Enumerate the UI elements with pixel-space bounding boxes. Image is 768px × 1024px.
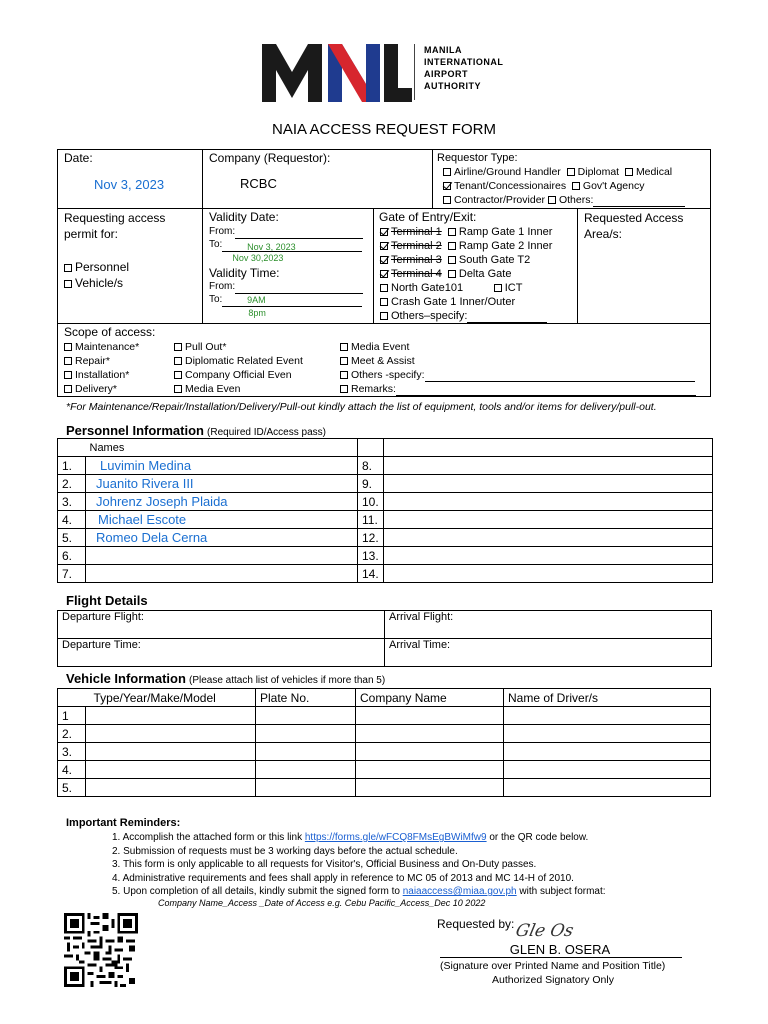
checkbox-airline[interactable]	[443, 168, 451, 176]
plate-1[interactable]	[256, 707, 356, 725]
requested-by-label: Requested by:	[437, 917, 515, 931]
checkbox-govt-agency[interactable]	[572, 182, 580, 190]
checkbox-tenant[interactable]	[443, 182, 451, 190]
signature-scribble: Gle Os	[513, 921, 576, 941]
requested-area-label: Requested Access Area/s:	[584, 211, 684, 241]
arrival-flight-field[interactable]: Arrival Flight:	[385, 611, 712, 639]
personnel-name-11[interactable]	[384, 511, 713, 529]
table-row: 2. Juanito Rivera III 9.	[58, 475, 713, 493]
scope-col-2: Pull Out* Diplomatic Related Event Company Official Even Media Even	[174, 340, 303, 396]
table-row: 7. 14.	[58, 565, 713, 583]
checkbox-media-event[interactable]	[340, 343, 348, 351]
permit-options: Personnel Vehicle/s	[64, 259, 129, 291]
personnel-name-2[interactable]: Juanito Rivera III	[86, 475, 358, 493]
validity-date-label: Validity Date:	[209, 210, 279, 224]
checkbox-installation[interactable]	[64, 371, 72, 379]
authorized-label: Authorized Signatory Only	[492, 974, 614, 986]
scope-col-1: Maintenance* Repair* Installation* Delivery*	[64, 340, 139, 396]
qr-code-icon[interactable]	[64, 913, 138, 987]
reminders-title: Important Reminders:	[66, 817, 181, 829]
vehicle-type-2[interactable]	[86, 725, 256, 743]
email-link[interactable]: naiaaccess@miaa.gov.ph	[402, 886, 517, 897]
departure-time-field[interactable]: Departure Time:	[58, 639, 385, 667]
table-row: 1. Luvimin Medina 8.	[58, 457, 713, 475]
time-from-row: From: 9AM	[209, 280, 363, 294]
checkbox-terminal-4[interactable]	[380, 270, 388, 278]
checkbox-vehicles[interactable]	[64, 280, 72, 288]
personnel-name-13[interactable]	[384, 547, 713, 565]
gate-options: Terminal 1 Ramp Gate 1 Inner Terminal 2 Ramp Gate 2 Inner Terminal 3 South Gate T2 Terminal 4 Delta Gate North Gate101 ICT Crash Gate 1 Inner/Outer Others–specify:	[380, 225, 552, 323]
checkbox-media-even[interactable]	[174, 385, 182, 393]
checkbox-crash-gate[interactable]	[380, 298, 388, 306]
table-row: 2.	[58, 725, 711, 743]
permit-label: Requesting access permit for:	[64, 211, 166, 241]
signature-caption: (Signature over Printed Name and Position Title)	[440, 960, 666, 972]
vehicle-type-5[interactable]	[86, 779, 256, 797]
vehicle-table: Type/Year/Make/Model Plate No. Company Name Name of Driver/s 1 2. 3. 4. 5.	[57, 688, 711, 797]
form-link[interactable]: https://forms.gle/wFCQ8FMsEgBWiMfw9	[304, 832, 487, 843]
miaa-logo	[262, 42, 412, 102]
checkbox-gate-others[interactable]	[380, 312, 388, 320]
gate-label: Gate of Entry/Exit:	[379, 210, 477, 224]
signatory-name: GLEN B. OSERA	[509, 942, 611, 957]
plate-2[interactable]	[256, 725, 356, 743]
personnel-name-7[interactable]	[86, 565, 358, 583]
checkbox-ramp-gate-1[interactable]	[448, 228, 456, 236]
checkbox-personnel[interactable]	[64, 264, 72, 272]
personnel-name-1[interactable]: Luvimin Medina	[86, 457, 358, 475]
from-time-value[interactable]: 9AM	[247, 295, 266, 305]
flight-title: Flight Details	[66, 593, 148, 608]
checkbox-repair[interactable]	[64, 357, 72, 365]
checkbox-scope-others[interactable]	[340, 371, 348, 379]
flight-table	[57, 610, 712, 667]
reminders-list: 1. Accomplish the attached form or this link https://forms.gle/wFCQ8FMsEgBWiMfw9 or the QR code below. 2. Submission of requests must be 3 working days before the actual schedule. 3. This form is only applicable to all requests for Visitor's, Official Business and On-Duty passes. 4. Administrative requirements and fees shall apply in reference to MC 05 of 2013 and MC 14-H of 2010. 5. Upon completion of all details, kindly submit the signed form to naiaaccess@miaa.gov.ph with subject format:	[112, 832, 606, 897]
form-title: NAIA ACCESS REQUEST FORM	[272, 121, 496, 138]
vehicle-type-3[interactable]	[86, 743, 256, 761]
table-row: 3.	[58, 743, 711, 761]
personnel-name-12[interactable]	[384, 529, 713, 547]
scope-label: Scope of access:	[64, 325, 156, 339]
personnel-name-8[interactable]	[384, 457, 713, 475]
checkbox-delta-gate[interactable]	[448, 270, 456, 278]
checkbox-others[interactable]	[548, 196, 556, 204]
personnel-name-5[interactable]: Romeo Dela Cerna	[86, 529, 358, 547]
subject-format: Company Name_Access _Date of Access e.g. Cebu Pacific_Access_Dec 10 2022	[158, 898, 486, 908]
personnel-name-14[interactable]	[384, 565, 713, 583]
company-value[interactable]: RCBC	[240, 176, 277, 191]
vehicle-type-4[interactable]	[86, 761, 256, 779]
table-row: 4.	[58, 761, 711, 779]
date-value[interactable]: Nov 3, 2023	[94, 177, 165, 192]
checkbox-south-gate[interactable]	[448, 256, 456, 264]
vehicle-company-1[interactable]	[356, 707, 504, 725]
checkbox-delivery[interactable]	[64, 385, 72, 393]
checkbox-diplomatic-event[interactable]	[174, 357, 182, 365]
personnel-name-10[interactable]	[384, 493, 713, 511]
driver-5[interactable]	[504, 779, 711, 797]
validity-from-row: From: Nov 3, 2023	[209, 225, 363, 239]
arrival-time-field[interactable]: Arrival Time:	[385, 639, 712, 667]
requestor-type-label: Requestor Type:	[437, 152, 518, 164]
driver-2[interactable]	[504, 725, 711, 743]
table-row: 5.	[58, 779, 711, 797]
checkbox-terminal-1[interactable]	[380, 228, 388, 236]
personnel-name-3[interactable]: Johrenz Joseph Plaida	[86, 493, 358, 511]
personnel-table	[57, 438, 713, 583]
checkbox-terminal-2[interactable]	[380, 242, 388, 250]
company-label: Company (Requestor):	[209, 151, 331, 165]
checkbox-maintenance[interactable]	[64, 343, 72, 351]
org-name: MANILA INTERNATIONAL AIRPORT AUTHORITY	[424, 45, 504, 91]
checkbox-remarks[interactable]	[340, 385, 348, 393]
departure-flight-field[interactable]: Departure Flight:	[58, 611, 385, 639]
requestor-type-options: Airline/Ground Handler Diplomat Medical Tenant/Concessionaires Gov't Agency Contractor/Provider Others:	[443, 165, 685, 207]
names-header: Names	[86, 439, 358, 457]
remarks-field[interactable]	[396, 395, 696, 396]
checkbox-diplomat[interactable]	[567, 168, 575, 176]
checkbox-ramp-gate-2[interactable]	[448, 242, 456, 250]
table-row: 6. 13.	[58, 547, 713, 565]
driver-1[interactable]	[504, 707, 711, 725]
vehicle-company-2[interactable]	[356, 725, 504, 743]
plate-5[interactable]	[256, 779, 356, 797]
from-date-value[interactable]: Nov 3, 2023	[247, 242, 296, 252]
checkbox-contractor[interactable]	[443, 196, 451, 204]
vehicle-type-1[interactable]	[86, 707, 256, 725]
table-row: 3. Johrenz Joseph Plaida 10.	[58, 493, 713, 511]
table-row: 4. Michael Escote 11.	[58, 511, 713, 529]
driver-3[interactable]	[504, 743, 711, 761]
table-row: 5. Romeo Dela Cerna 12.	[58, 529, 713, 547]
date-label: Date:	[64, 151, 93, 165]
to-date-value[interactable]: Nov 30,2023	[232, 253, 284, 263]
validity-time-label: Validity Time:	[209, 266, 280, 280]
checkbox-medical[interactable]	[625, 168, 633, 176]
checkbox-terminal-3[interactable]	[380, 256, 388, 264]
vehicle-company-5[interactable]	[356, 779, 504, 797]
checkbox-pull-out[interactable]	[174, 343, 182, 351]
personnel-name-4[interactable]: Michael Escote	[86, 511, 358, 529]
checkbox-ict[interactable]	[494, 284, 502, 292]
vehicle-company-4[interactable]	[356, 761, 504, 779]
driver-4[interactable]	[504, 761, 711, 779]
plate-4[interactable]	[256, 761, 356, 779]
table-row: 1	[58, 707, 711, 725]
mnl-logo-icon	[262, 42, 412, 102]
vehicle-company-3[interactable]	[356, 743, 504, 761]
checkbox-meet-assist[interactable]	[340, 357, 348, 365]
scope-col-3: Media Event Meet & Assist Others -specify: Remarks:	[340, 340, 696, 396]
personnel-title: Personnel Information (Required ID/Access pass)	[66, 423, 326, 438]
personnel-name-6[interactable]	[86, 547, 358, 565]
checkbox-north-gate[interactable]	[380, 284, 388, 292]
personnel-name-9[interactable]	[384, 475, 713, 493]
vehicle-title: Vehicle Information (Please attach list of vehicles if more than 5)	[66, 671, 386, 686]
to-time-value[interactable]: 8pm	[248, 308, 266, 318]
checkbox-company-event[interactable]	[174, 371, 182, 379]
plate-3[interactable]	[256, 743, 356, 761]
time-to-row: To: 8pm	[209, 293, 362, 307]
footnote: *For Maintenance/Repair/Installation/Delivery/Pull-out kindly attach the list of equipment, tools and/or items for delivery/pull-out.	[66, 401, 657, 413]
validity-to-row: To: Nov 30,2023	[209, 238, 362, 252]
